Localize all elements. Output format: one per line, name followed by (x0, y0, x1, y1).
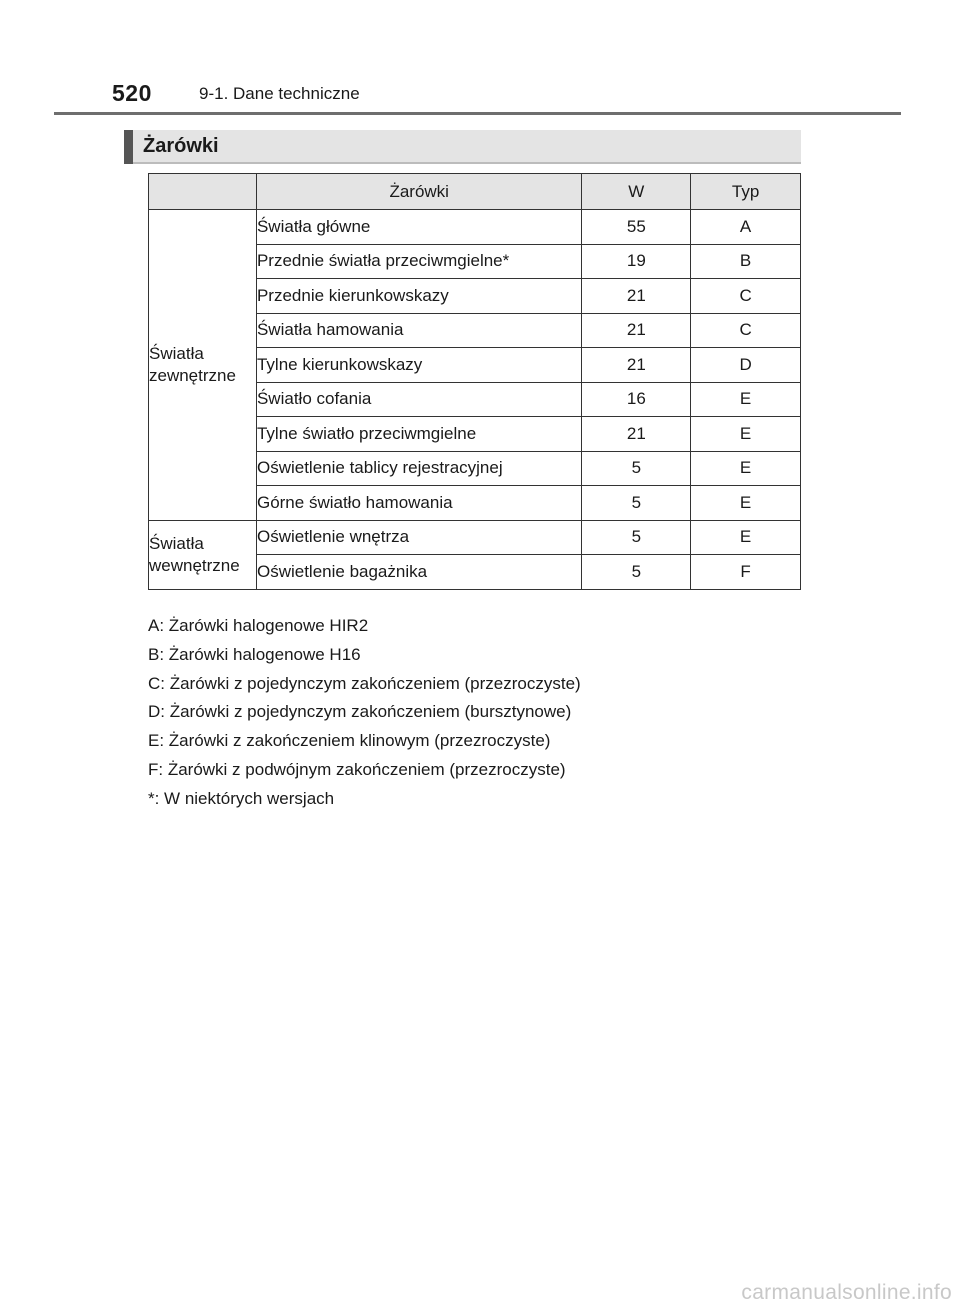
bulb-type: E (691, 417, 801, 452)
section-accent-mark (124, 130, 133, 164)
bulb-watts: 21 (582, 417, 691, 452)
bulb-type: D (691, 348, 801, 383)
bulb-watts: 16 (582, 382, 691, 417)
bulb-type: B (691, 244, 801, 279)
legend-note: A: Żarówki halogenowe HIR2 (148, 616, 369, 635)
table-row (149, 210, 801, 245)
column-header-group (149, 174, 257, 210)
bulb-type: A (691, 210, 801, 245)
bulb-type: C (691, 279, 801, 314)
bulb-type: C (691, 313, 801, 348)
bulb-name: Światła główne (256, 210, 581, 245)
bulb-type: E (691, 451, 801, 486)
bulb-watts: 5 (582, 520, 691, 555)
watermark: carmanualsonline.info (741, 1281, 952, 1304)
legend-note: D: Żarówki z pojedynczym zakończeniem (bursztynowe) (148, 702, 572, 722)
bulb-watts: 19 (582, 244, 691, 279)
bulb-watts: 21 (582, 348, 691, 383)
header-divider (54, 112, 901, 115)
bulb-watts: 21 (582, 279, 691, 314)
column-header-watts: W (582, 174, 691, 210)
bulb-watts: 5 (582, 555, 691, 590)
bulb-name: Tylne kierunkowskazy (256, 348, 581, 383)
bulb-name: Światła hamowania (256, 313, 581, 348)
table-row (149, 520, 801, 555)
bulb-watts: 5 (582, 451, 691, 486)
legend-note: F: Żarówki z podwójnym zakończeniem (przezroczyste) (148, 759, 566, 779)
section-breadcrumb: 9-1. Dane techniczne (199, 84, 360, 103)
bulb-type: E (691, 520, 801, 555)
bulb-type: E (691, 486, 801, 521)
bulb-name: Oświetlenie tablicy rejestracyjnej (256, 451, 581, 486)
bulb-name: Tylne światło przeciwmgielne (256, 417, 581, 452)
group-label-interior: Światła wewnętrzne (149, 520, 257, 589)
page-number: 520 (112, 80, 152, 106)
bulb-type-legend (148, 612, 581, 814)
bulb-type: F (691, 555, 801, 590)
bulb-name: Światło cofania (256, 382, 581, 417)
bulb-watts: 21 (582, 313, 691, 348)
bulb-name: Oświetlenie wnętrza (256, 520, 581, 555)
section-title: Żarówki (143, 135, 219, 157)
bulb-name: Przednie światła przeciwmgielne* (256, 244, 581, 279)
bulb-name: Przednie kierunkowskazy (256, 279, 581, 314)
footnote: *: W niektórych wersjach (148, 788, 335, 808)
column-header-type: Typ (691, 174, 801, 210)
column-header-bulbs: Żarówki (256, 174, 581, 210)
table-header-row (149, 174, 801, 210)
bulb-watts: 55 (582, 210, 691, 245)
bulb-type: E (691, 382, 801, 417)
section-heading-bar (124, 130, 801, 164)
legend-note: B: Żarówki halogenowe H16 (148, 644, 361, 664)
bulb-name: Oświetlenie bagażnika (256, 555, 581, 590)
bulb-name: Górne światło hamowania (256, 486, 581, 521)
bulb-watts: 5 (582, 486, 691, 521)
legend-note: C: Żarówki z pojedynczym zakończeniem (przezroczyste) (148, 673, 581, 693)
bulbs-table (148, 173, 801, 590)
group-label-exterior: Światła zewnętrzne (149, 210, 257, 521)
legend-note: E: Żarówki z zakończeniem klinowym (przezroczyste) (148, 731, 551, 751)
